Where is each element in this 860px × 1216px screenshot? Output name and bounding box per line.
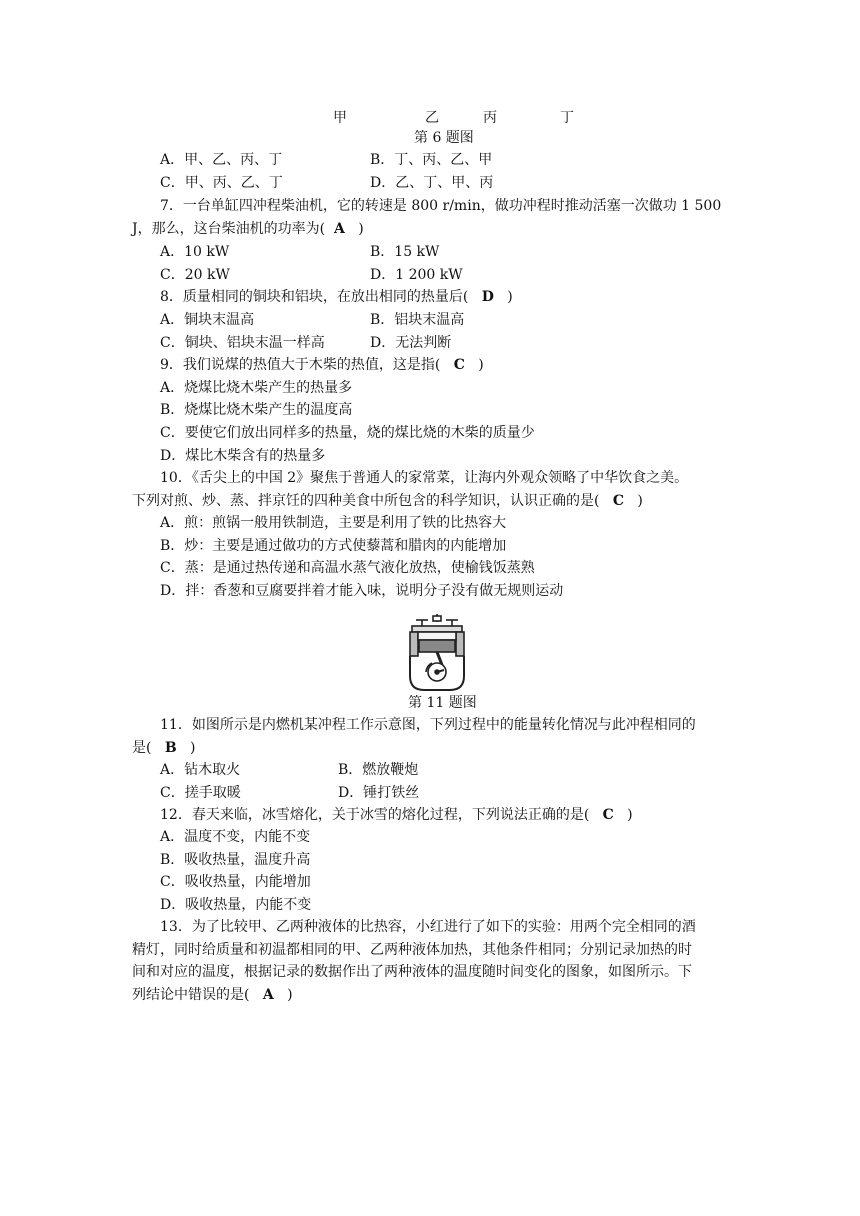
q8-stem-text: 8．质量相同的铜块和铝块，在放出相同的热量后( — [160, 289, 469, 305]
fig6-caption: 第 6 题图 — [414, 130, 474, 146]
q13-answer: A — [262, 987, 274, 1003]
q8-answer: D — [481, 289, 494, 305]
q10-option-a: A．煎：煎锅一般用铁制造，主要是利用了铁的比热容大 — [160, 515, 507, 531]
q9-option-d: D．煤比木柴含有的热量多 — [160, 448, 326, 464]
q8-stem — [160, 287, 513, 307]
q7-option-b: B．15 kW — [370, 244, 440, 260]
q11-option-b: B．燃放鞭炮 — [338, 762, 419, 778]
q12-option-a: A．温度不变，内能不变 — [160, 829, 311, 845]
fig6-label-ding: 丁 — [560, 110, 574, 126]
q12-stem — [160, 805, 633, 825]
q10-close-paren: ) — [637, 493, 643, 509]
q11-answer: B — [164, 740, 177, 756]
q7-stem-line1: 7．一台单缸四冲程柴油机，它的转速是 800 r/min，做功冲程时推动活塞一次做功 1 500 — [160, 198, 722, 214]
q9-option-c: C．要使它们放出同样多的热量，烧的煤比烧的木柴的质量少 — [160, 425, 535, 441]
q10-stem-line2 — [132, 491, 643, 511]
q10-stem-line1: 10．《舌尖上的中国 2》聚焦于普通人的家常菜，让海内外观众领略了中华饮食之美。 — [160, 470, 689, 486]
q13-stem-line2: 精灯，同时给质量和初温都相同的甲、乙两种液体加热，其他条件相同；分别记录加热的时 — [132, 942, 692, 958]
q9-option-b: B．烧煤比烧木柴产生的温度高 — [160, 402, 353, 418]
q8-option-a: A．铜块末温高 — [160, 312, 255, 328]
q10-option-d: D．拌：香葱和豆腐要拌着才能入味，说明分子没有做无规则运动 — [160, 583, 564, 599]
fig6-label-bing: 丙 — [483, 110, 497, 126]
q12-option-b: B．吸收热量，温度升高 — [160, 852, 311, 868]
q11-stem-line1: 11．如图所示是内燃机某冲程工作示意图，下列过程中的能量转化情况与此冲程相同的 — [160, 717, 696, 733]
q7-option-a: A．10 kW — [160, 244, 230, 260]
q10-stem-text: 下列对煎、炒、蒸、拌京饪的四种美食中所包含的科学知识，认识正确的是( — [132, 493, 600, 509]
q12-stem-text: 12．春天来临，冰雪熔化，关于冰雪的熔化过程，下列说法正确的是( — [160, 807, 590, 823]
q12-option-c: C．吸收热量，内能增加 — [160, 874, 311, 890]
q11-option-a: A．钻木取火 — [160, 762, 241, 778]
q6-option-b: B．丁、丙、乙、甲 — [370, 152, 493, 168]
q7-stem-text: J，那么，这台柴油机的功率为( — [132, 221, 326, 237]
fig6-label-jia: 甲 — [333, 110, 347, 126]
q7-answer: A — [333, 221, 345, 237]
engine-diagram — [404, 612, 470, 692]
q11-stem-line2 — [132, 738, 196, 758]
q6-option-d: D．乙、丁、甲、丙 — [370, 175, 494, 191]
q13-stem-line4 — [132, 985, 293, 1005]
q8-close-paren: ) — [507, 289, 513, 305]
q13-close-paren: ) — [287, 987, 293, 1003]
q9-option-a: A．烧煤比烧木柴产生的热量多 — [160, 380, 353, 396]
q9-stem — [160, 355, 484, 375]
q11-stem-text: 是( — [132, 740, 152, 756]
q8-option-d: D．无法判断 — [370, 335, 452, 351]
q10-option-b: B．炒：主要是通过做功的方式使藜蒿和腊肉的内能增加 — [160, 538, 507, 554]
q7-option-d: D．1 200 kW — [370, 267, 463, 283]
q11-option-d: D．锤打铁丝 — [338, 785, 420, 801]
q7-close-paren: ) — [358, 221, 364, 237]
fig11-caption: 第 11 题图 — [408, 695, 477, 711]
q9-close-paren: ) — [478, 357, 484, 373]
q11-option-c: C．搓手取暖 — [160, 785, 241, 801]
q8-option-b: B．铝块末温高 — [370, 312, 465, 328]
q6-option-a: A．甲、乙、丙、丁 — [160, 152, 283, 168]
q12-close-paren: ) — [627, 807, 633, 823]
q12-option-d: D．吸收热量，内能不变 — [160, 897, 312, 913]
q10-option-c: C．蒸：是通过热传递和高温水蒸气液化放热，使榆钱饭蒸熟 — [160, 560, 535, 576]
q13-stem-line1: 13．为了比较甲、乙两种液体的比热容，小红进行了如下的实验：用两个完全相同的酒 — [160, 919, 696, 935]
q9-stem-text: 9．我们说煤的热值大于木柴的热值，这是指( — [160, 357, 441, 373]
q13-stem-line3: 间和对应的温度，根据记录的数据作出了两种液体的温度随时间变化的图象，如图所示。下 — [132, 964, 692, 980]
q13-stem-text: 列结论中错误的是( — [132, 987, 250, 1003]
q9-answer: C — [453, 357, 465, 373]
q11-close-paren: ) — [190, 740, 196, 756]
q7-stem-line2 — [132, 219, 364, 239]
q6-option-c: C．甲、丙、乙、丁 — [160, 175, 283, 191]
q12-answer: C — [602, 807, 614, 823]
fig6-label-yi: 乙 — [425, 110, 439, 126]
q8-option-c: C．铜块、铝块末温一样高 — [160, 335, 325, 351]
q10-answer: C — [612, 493, 624, 509]
q7-option-c: C．20 kW — [160, 267, 230, 283]
